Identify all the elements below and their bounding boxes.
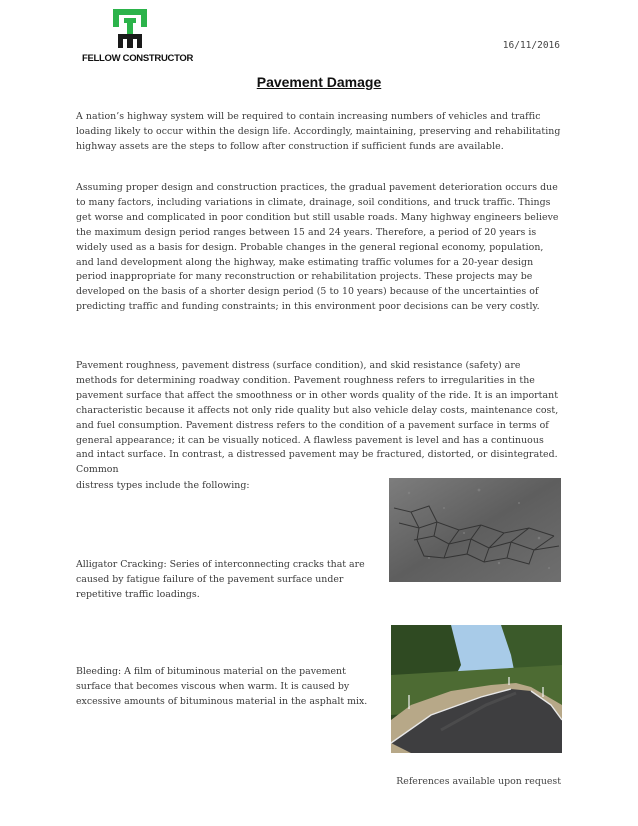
document-date: 16/11/2016	[502, 40, 560, 51]
paragraph-condition: Pavement roughness, pavement distress (surface condition), and skid resistance (safety) are methods for determining roadway condition. Pavement roughness refers to irregularities in the pavement surface that affect the smoothness or in other words quality of the ride. It is an important characteristic because it affects not only ride quality but also vehicle delay costs, maintenance cost, and fuel consumption. Pavement distress refers to the condition of a pavement surface in terms of general appearance; it can be visually noticed. A flawless pavement is level and has a continuous and intact surface. In contrast, a distressed pavement may be fractured, distorted, or disintegrated. Common	[76, 360, 559, 476]
alligator-cracking-caption: Alligator Cracking: Series of interconnecting cracks that are caused by fatigue failure of the pavement surface under repetitive traffic loadings.	[76, 559, 365, 600]
paragraph-deterioration: Assuming proper design and construction practices, the gradual pavement deterioration occurs due to many factors, including variations in climate, drainage, soil conditions, and truck traffic. Things get worse and complicated in poor condition but still usable roads. Many highway engineers believe the maximum design period ranges between 15 and 24 years. Therefore, a period of 20 years is widely used as a basis for design. Probable changes in the general regional economy, population, and land development along the highway, make estimating traffic volumes for a 20-year design period inappropriate for many reconstruction or rehabilitation projects. These projects may be developed on the basis of a shorter design period (5 to 10 years) because of the uncertainties of predicting traffic and funding constraints; in this environment poor decisions can be very costly.	[76, 182, 559, 313]
paragraph-distress-intro: distress types include the following:	[76, 480, 250, 491]
company-name: FELLOW CONSTRUCTOR	[82, 53, 194, 64]
page-title: Pavement Damage	[256, 74, 382, 90]
bleeding-caption: Bleeding: A film of bituminous material on the pavement surface that becomes viscous when warm. It is caused by excessive amounts of bituminous material in the asphalt mix.	[76, 666, 368, 707]
company-logo	[82, 8, 194, 66]
paragraph-intro: A nation’s highway system will be required to contain increasing numbers of vehicles and traffic loading likely to occur within the design life. Accordingly, maintaining, preserving and rehabilitating highway assets are the steps to follow after construction if sufficient funds are available.	[76, 111, 561, 152]
fc-monogram-icon	[112, 8, 148, 50]
bleeding-road-photo	[391, 625, 562, 753]
alligator-cracking-photo	[389, 478, 561, 582]
references-note: References available upon request	[396, 776, 561, 787]
